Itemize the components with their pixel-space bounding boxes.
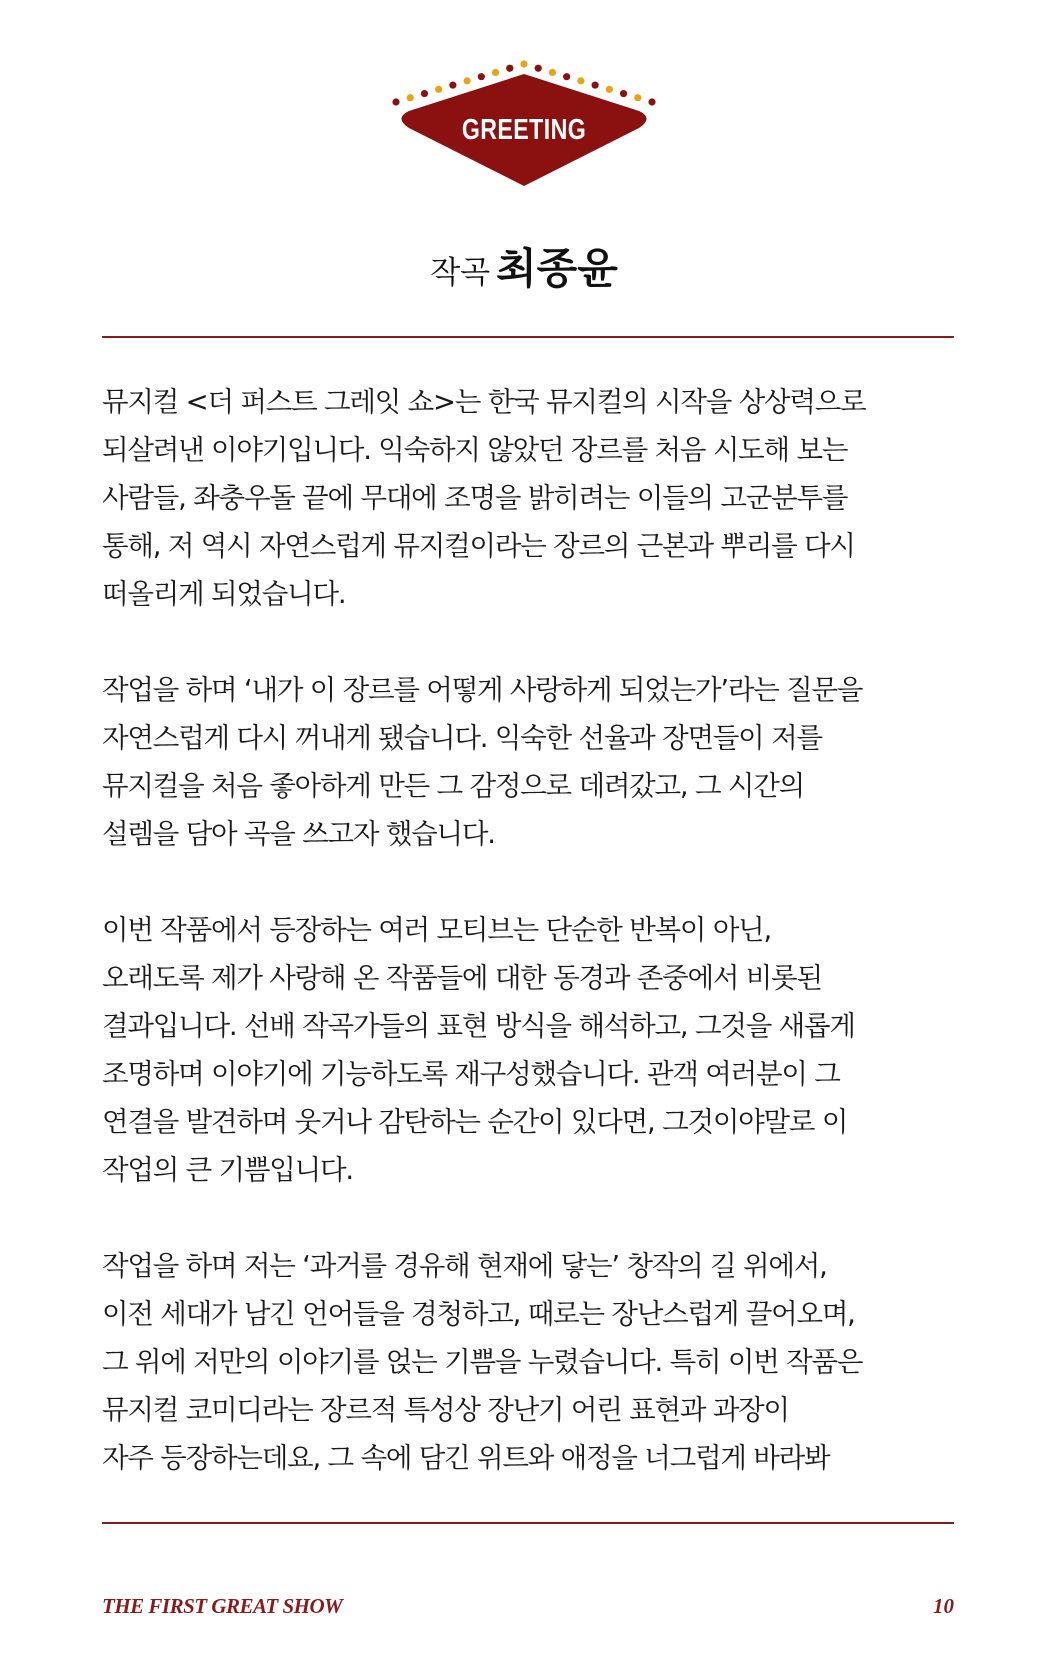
- marquee-light-dot: [435, 86, 442, 93]
- marquee-light-dot: [577, 77, 584, 84]
- paragraph: [102, 906, 954, 1194]
- paragraph: [102, 666, 954, 858]
- title-name: 최종윤: [496, 244, 618, 293]
- paragraph-line: 조명하며 이야기에 기능하도록 재구성했습니다. 관객 여러분이 그: [102, 1058, 840, 1090]
- bottom-divider: [102, 1522, 954, 1524]
- paragraph-line: 뮤지컬 코미디라는 장르적 특성상 장난기 어린 표현과 과장이: [102, 1394, 789, 1426]
- paragraph-line: 오래도록 제가 사랑해 온 작품들에 대한 동경과 존중에서 비롯된: [102, 962, 822, 994]
- paragraph-line: 그 위에 저만의 이야기를 얹는 기쁨을 누렸습니다. 특히 이번 작품은: [102, 1346, 863, 1378]
- paragraph-line: 이전 세대가 남긴 언어들을 경청하고, 때로는 장난스럽게 끌어오며,: [102, 1298, 855, 1330]
- paragraph-line: 떠올리게 되었습니다.: [102, 578, 346, 610]
- marquee-light-dot: [478, 73, 485, 80]
- marquee-light-dot: [563, 73, 570, 80]
- paragraph-line: 되살려낸 이야기입니다. 익숙하지 않았던 장르를 처음 시도해 보는: [102, 434, 848, 466]
- paragraph-line: 이번 작품에서 등장하는 여러 모티브는 단순한 반복이 아닌,: [102, 914, 772, 946]
- paragraph-line: 작업을 하며 ‘내가 이 장르를 어떻게 사랑하게 되었는가’라는 질문을: [102, 674, 863, 706]
- badge-label: GREETING: [461, 114, 587, 146]
- greeting-badge: [384, 56, 664, 196]
- page-number: 10: [933, 1594, 954, 1618]
- page-title: [0, 236, 1048, 296]
- footer-show-title: THE FIRST GREAT SHOW: [102, 1594, 343, 1618]
- paragraph-line: 자주 등장하는데요, 그 속에 담긴 위트와 애정을 너그럽게 바라봐: [102, 1442, 830, 1474]
- paragraph: [102, 1242, 954, 1482]
- paragraph-line: 작업을 하며 저는 ‘과거를 경유해 현재에 닿는’ 창작의 길 위에서,: [102, 1250, 827, 1282]
- marquee-light-dot: [634, 94, 641, 101]
- marquee-light-dot: [606, 86, 613, 93]
- title-role: 작곡: [430, 255, 491, 291]
- marquee-light-dot: [421, 90, 428, 97]
- paragraph-line: 뮤지컬 <더 퍼스트 그레잇 쇼>는 한국 뮤지컬의 시작을 상상력으로: [102, 386, 866, 418]
- paragraph-line: 통해, 저 역시 자연스럽게 뮤지컬이라는 장르의 근본과 뿌리를 다시: [102, 530, 855, 562]
- paragraph-line: 자연스럽게 다시 꺼내게 됐습니다. 익숙한 선율과 장면들이 저를: [102, 722, 822, 754]
- paragraph: [102, 378, 954, 618]
- marquee-light-dot: [407, 94, 414, 101]
- marquee-light-dot: [392, 98, 399, 105]
- paragraph-line: 뮤지컬을 처음 좋아하게 만든 그 감정으로 데려갔고, 그 시간의: [102, 770, 804, 802]
- marquee-light-dot: [549, 69, 556, 76]
- paragraph-line: 사람들, 좌충우돌 끝에 무대에 조명을 밝히려는 이들의 고군분투를: [102, 482, 848, 514]
- paragraph-line: 작업의 큰 기쁨입니다.: [102, 1154, 353, 1186]
- marquee-light-dot: [592, 82, 599, 89]
- marquee-light-dot: [520, 60, 527, 67]
- marquee-light-dot: [492, 69, 499, 76]
- marquee-light-dot: [620, 90, 627, 97]
- marquee-light-dot: [464, 77, 471, 84]
- greeting-body: [102, 378, 954, 1530]
- paragraph-line: 설렘을 담아 곡을 쓰고자 했습니다.: [102, 818, 495, 850]
- paragraph-line: 연결을 발견하며 웃거나 감탄하는 순간이 있다면, 그것이야말로 이: [102, 1106, 848, 1138]
- marquee-light-dot: [449, 82, 456, 89]
- marquee-light-dot: [648, 98, 655, 105]
- marquee-light-dot: [506, 65, 513, 72]
- top-divider: [102, 336, 954, 338]
- paragraph-line: 결과입니다. 선배 작곡가들의 표현 방식을 해석하고, 그것을 새롭게: [102, 1010, 855, 1042]
- marquee-light-dot: [535, 65, 542, 72]
